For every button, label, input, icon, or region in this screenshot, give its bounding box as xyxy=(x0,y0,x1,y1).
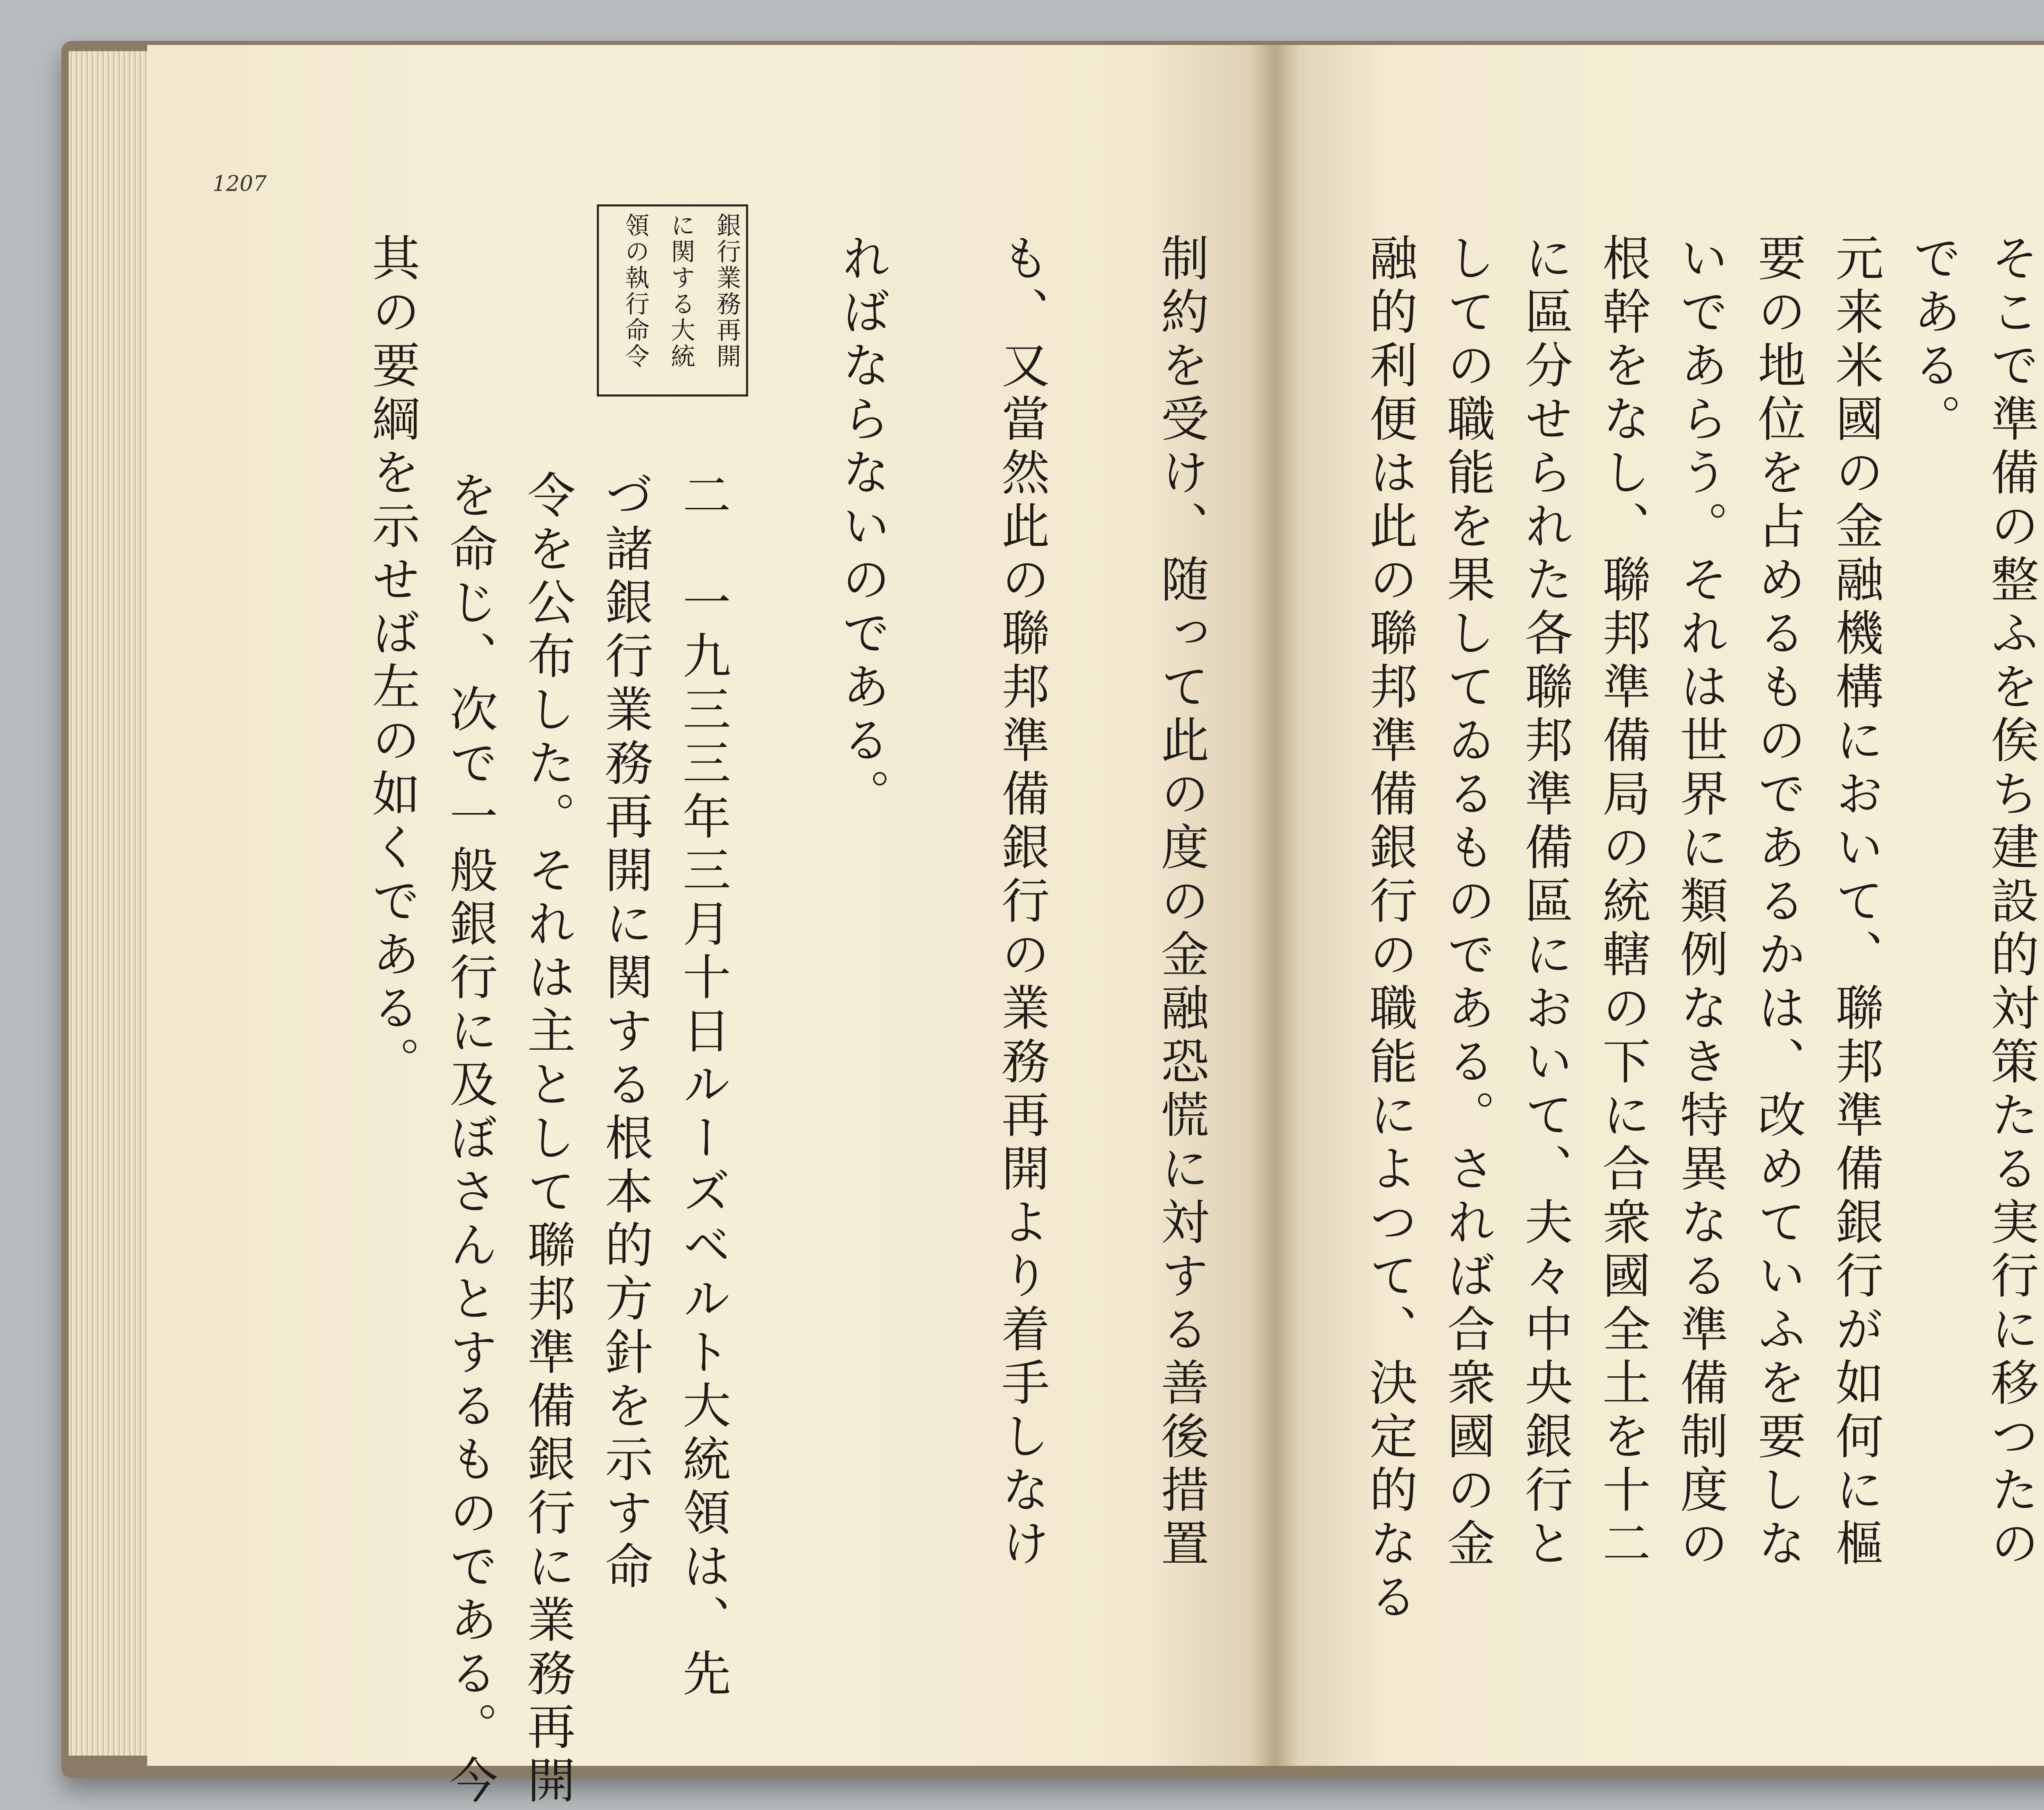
left-text-column: づ諸銀行業務再開に関する根本的方針を示す命 xyxy=(597,470,653,1595)
side-note-line: 銀行業務再開 xyxy=(713,213,741,370)
left-text-column: も、又當然此の聯邦準備銀行の業務再開より着手しなけ xyxy=(993,233,1050,1572)
left-text-column: 制約を受け、随って此の度の金融恐慌に対する善後措置 xyxy=(1153,233,1209,1572)
right-text-column: 要の地位を占めるものであるかは、改めていふを要しな xyxy=(1750,233,1806,1572)
left-text-column: 其の要綱を示せば左の如くである。 xyxy=(364,233,420,1090)
left-text-column: 令を公布した。それは主として聯邦準備銀行に業務再開 xyxy=(519,470,576,1809)
left-text-column: 二 一九三三年三月十日ルーズベルト大統領は、先 xyxy=(675,470,731,1702)
right-text-column: しての職能を果してゐるものである。されば合衆國の金 xyxy=(1439,233,1495,1572)
right-text-column: に區分せられた各聯邦準備區において、夫々中央銀行と xyxy=(1517,233,1573,1572)
right-text-column: である。 xyxy=(1905,233,1961,447)
left-page-number: 1207 xyxy=(213,172,267,196)
right-text-column: 根幹をなし、聯邦準備局の統轄の下に合衆國全土を十二 xyxy=(1594,233,1651,1572)
book-gutter xyxy=(1251,45,1300,1766)
left-text-column: ればならないのである。 xyxy=(834,233,890,822)
left-text-column: を命じ、次で一般銀行に及ぼさんとするものである。今 xyxy=(442,470,498,1809)
side-note-line: 領の執行命令 xyxy=(621,213,650,370)
right-text-column: 融的利便は此の聯邦準備銀行の職能によつて、決定的なる xyxy=(1361,233,1418,1625)
right-text-column: 元来米國の金融機構において、聯邦準備銀行が如何に樞 xyxy=(1827,233,1884,1572)
left-page-edges xyxy=(69,51,150,1756)
side-note-line: に関する大統 xyxy=(667,213,695,370)
right-text-column: いであらう。それは世界に類例なき特異なる準備制度の xyxy=(1672,233,1728,1572)
right-text-column: そこで準備の整ふを俟ち建設的対策たる実行に移つたの xyxy=(1983,233,2039,1572)
